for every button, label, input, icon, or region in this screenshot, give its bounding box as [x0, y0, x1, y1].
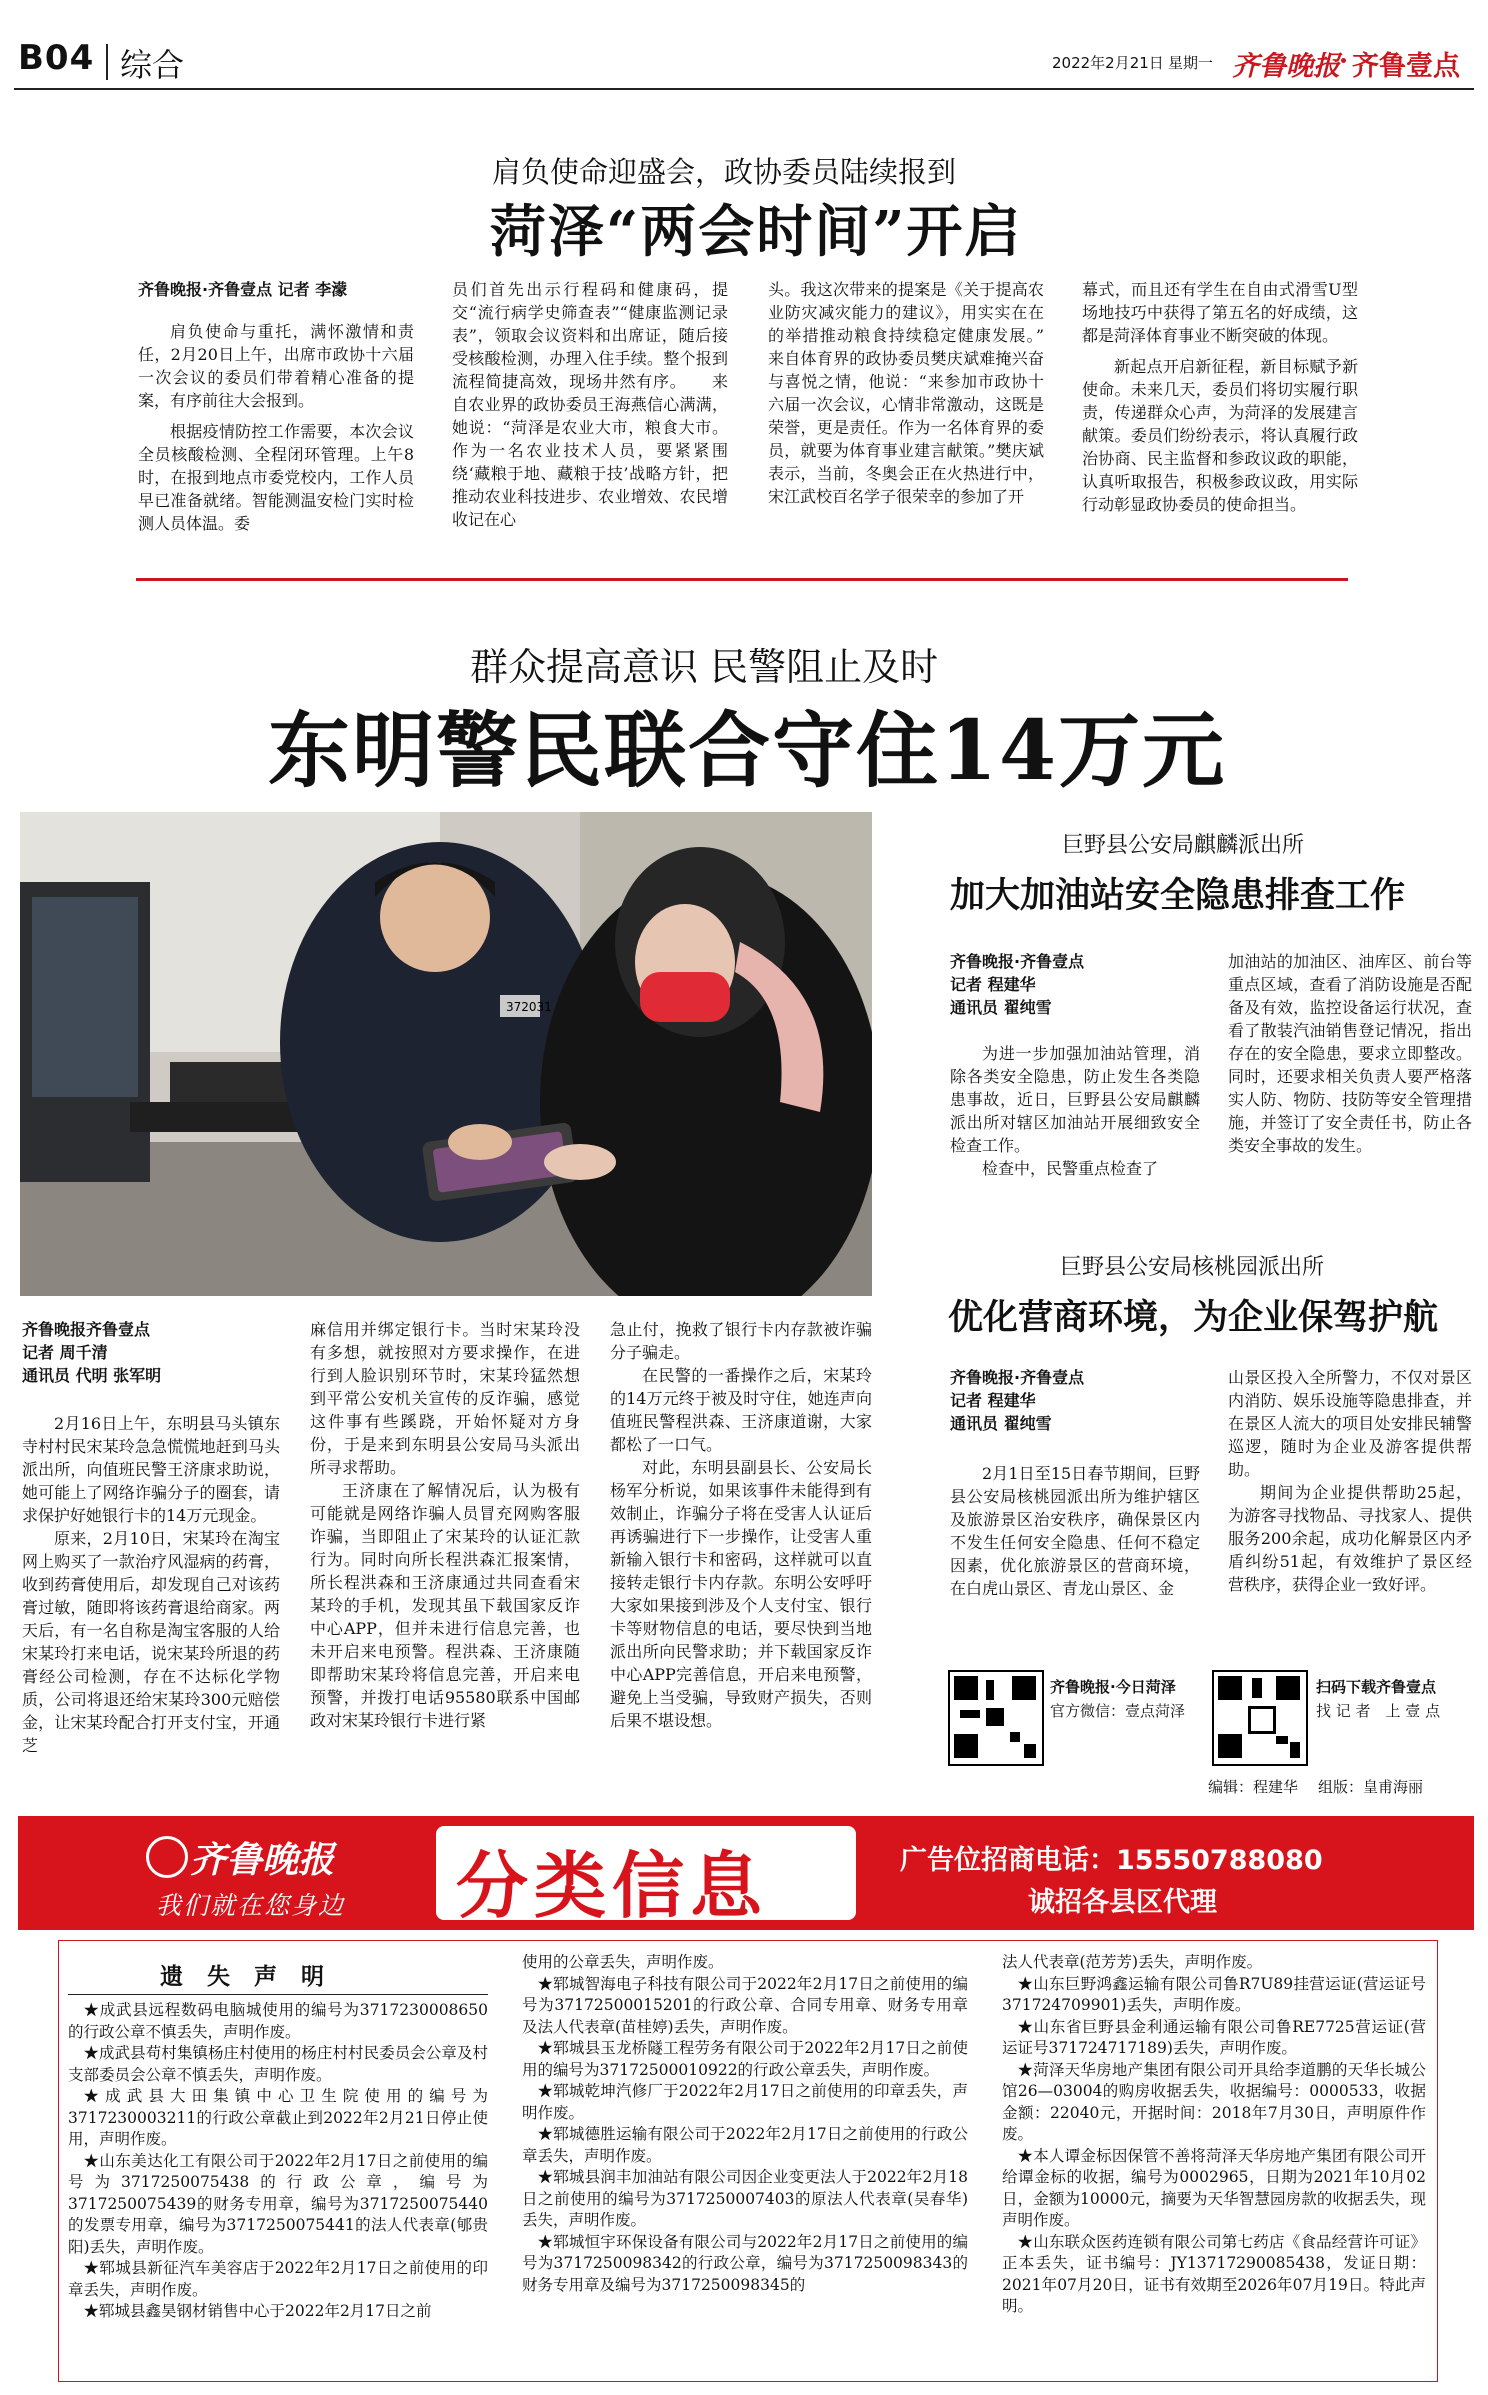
article2-col3-para3: 对此，东明县副县长、公安局长杨军分析说，如果该事件未能得到有效制止，诈骗分子将在受害人认证后再诱骗进行下一步操作，让受害人重新输入银行卡和密码，这样就可以直接转走银行卡内存款。东明公安呼吁大家如果接到涉及个人支付宝、银行卡等财物信息的电话，要尽快到当地派出所向民警求助；并下载国家反诈中心APP完善信息，开启来电预警，避免上当受骗，导致财产损失，否则后果不堪设想。 [610, 1458, 872, 1730]
qr2-subcaption: 找 记 者 上 壹 点 [1316, 1702, 1441, 1720]
article1-col4 [1082, 278, 1358, 516]
classified-item: ★成武县苟村集镇杨庄村使用的杨庄村村民委员会公章及村支部委员会公章不慎丢失，声明作废。 [68, 2044, 488, 2084]
classifieds-section-title: 遗 失 声 明 [160, 1963, 333, 1990]
article2-byline [22, 1318, 282, 1387]
classifieds-col2 [522, 1952, 968, 2296]
classified-item: ★成武县远程数码电脑城使用的编号为3717230008650的行政公章不慎丢失，声明作废。 [68, 2001, 488, 2041]
classified-item: ★郓城县玉龙桥隧工程劳务有限公司于2022年2月17日之前使用的编号为3717250001092​2的行政公章丢失，声明作废。 [522, 2039, 968, 2079]
qr-code-wechat [948, 1670, 1044, 1766]
article4-byline [950, 1366, 1200, 1435]
qr-code-app [1212, 1670, 1308, 1766]
article3-col1 [950, 1042, 1200, 1180]
banner-logo-emblem [146, 1836, 188, 1878]
article2-col1 [22, 1412, 280, 1757]
classified-item: ★本人谭金标因保管不善将菏泽天华房地产集团有限公司开给谭金标的收据，编号为0002965，日期为2021年10月02日，金额为10000元，摘要为天华智慧园房款的收据丢失，现声明作废。 [1002, 2146, 1426, 2229]
masthead-client-logo: 齐鲁壹点 [1352, 51, 1460, 82]
masthead-dot [1341, 58, 1346, 63]
classified-item: ★山东美达化工有限公司于2022年2月17日之前使用的编号为3717250075438的行政公章，编号为3717250075439的财务专用章，编号为3717250075440的发票专用章，编号为3717250075441的法人代表章(郇贵阳)丢失，声明作废。 [68, 2151, 488, 2256]
article4-col2 [1228, 1366, 1472, 1596]
article1-col3-text: 头。我这次带来的提案是《关于提高农业防灾减灾能力的建议》，用实实在在的举措推动粮食持续稳定健康发展。” 来自体育界的政协委员樊庆斌难掩兴奋与喜悦之情，他说：“来参加市政协十六届一次会议，心情非常激动，这既是荣誉，更是责任。作为一名体育界的委员，就要为体育事业建言献策。”樊庆斌表示，当前，冬奥会正在火热进行中，宋江武校百名学子很荣幸的参加了开 [768, 280, 1077, 506]
article3-headline: 加大加油站安全隐患排查工作 [950, 875, 1406, 916]
article3-col2-text: 加油站的加油区、油库区、前台等重点区域，查看了消防设施是否配备及有效，监控设备运行状况，查看了散装汽油销售登记情况，指出存在的安全隐患，要求立即整改。同时，还要求相关负责人要严格落实人防、物防、技防等安全管理措施，并签订了安全责任书，防止各类安全事故的发生。 [1228, 952, 1472, 1155]
article2-col3-para1: 急止付，挽救了银行卡内存款被诈骗分子骗走。 [610, 1320, 872, 1362]
badge-number: 372031 [506, 1000, 552, 1014]
article2-byline-line2: 记者 周千清 [22, 1343, 108, 1362]
article1-col4-para1: 幕式，而且还有学生在自由式滑雪U型场地技巧中获得了第五名的好成绩，这都是菏泽体育事业不断突破的体现。 [1082, 280, 1358, 345]
banner-agent-line: 诚招各县区代理 [1028, 1887, 1217, 1918]
banner-title: 分类信息 [456, 1843, 769, 1928]
qr1-subcaption: 官方微信：壹点菏泽 [1050, 1702, 1186, 1720]
article4-col1-text: 2月1日至15日春节期间，巨野县公安局核桃园派出所为维护辖区及旅游景区治安秩序，确保景区内不发生任何安全隐患、任何不稳定因素，优化旅游景区的营商环境，在白虎山景区、青龙山景区、金 [950, 1464, 1200, 1598]
qr2-caption: 扫码下载齐鲁壹点 [1316, 1678, 1437, 1696]
article1-byline: 齐鲁晚报·齐鲁壹点 记者 李濛 [138, 280, 348, 299]
article1-bottom-rule [136, 578, 1348, 581]
article3-kicker: 巨野县公安局麒麟派出所 [1062, 833, 1305, 858]
article3-col1-para1: 为进一步加强加油站管理，消除各类安全隐患，防止发生各类隐患事故，近日，巨野县公安局麒麟派出所对辖区加油站开展细致安全检查工作。 [950, 1044, 1200, 1155]
article3-col2 [1228, 950, 1472, 1157]
masthead-paper-logo: 齐鲁晚报 [1232, 51, 1340, 82]
classified-item: ★郓城县新征汽车美容店于2022年2月17日之前使用的印章丢失，声明作废。 [68, 2259, 488, 2299]
article3-col1-para2: 检查中，民警重点检查了 [982, 1159, 1159, 1178]
classifieds-col3 [1002, 1952, 1426, 2318]
article4-headline: 优化营商环境，为企业保驾护航 [948, 1297, 1439, 1338]
issue-date: 2022年2月21日 [1052, 54, 1164, 72]
article4-col2-para2: 期间为企业提供帮助25起，为游客寻找物品、寻找家人、提供服务200余起，成功化解景区内矛盾纠纷51起，有效维护了景区经营秩序，获得企业一致好评。 [1228, 1483, 1472, 1594]
editor-credit: 编辑：程建华 [1208, 1778, 1299, 1796]
article3-byline-line3: 通讯员 翟纯雪 [950, 998, 1052, 1017]
classified-item: ★成武县大田集镇中心卫生院使用的编号为3717230003211的行政公章截止到2022年2月21日停止使用，声明作废。 [68, 2087, 488, 2148]
article2-col1-para1: 2月16日上午，东明县马头镇东寺村村民宋某玲急急慌慌地赶到马头派出所，向值班民警王济康求助说，她可能上了网络诈骗分子的圈套，请求保护好她银行卡的14万元现金。 [22, 1414, 280, 1525]
classified-item: ★郓城恒宇环保设备有限公司与2022年2月17日之前使用的编号为3717250098342的行政公章，编号为3717250098343的财务专用章及编号为3717250098345的 [522, 2232, 968, 2294]
page-number: B04 [18, 38, 95, 78]
layout-credit: 组版：皇甫海丽 [1318, 1778, 1424, 1796]
banner-logo-text: 齐鲁晚报 [190, 1839, 335, 1881]
banner-slogan: 我们就在您身边 [156, 1891, 346, 1920]
article4-col1 [950, 1462, 1200, 1600]
article4-kicker: 巨野县公安局核桃园派出所 [1060, 1255, 1325, 1280]
classified-item: ★山东联众医药连锁有限公司第七药店《食品经营许可证》正本丢失，证书编号：JY13717290085438，发证日期：2021年07月20日，证书有效期至2026年07月19日。特此声明。 [1002, 2232, 1426, 2315]
article1-col2-text: 员们首先出示行程码和健康码，提交“流行病学史筛查表”“健康监测记录表”，领取会议资料和出席证，随后接受核酸检测，办理入住手续。整个报到流程简捷高效，现场井然有序。 来自农业界的政协委员王海燕信心满满，她说：“菏泽是农业大市，粮食大市。作为一名农业技术人员，要紧紧围绕‘藏粮于地、藏粮于技’战略方针，把推动农业科技进步、农业增效、农民增收记在心 [452, 280, 728, 529]
classifieds-col1 [68, 2000, 488, 2323]
classified-item: ★郓城县润丰加油站有限公司因企业变更法人于2022年2月18日之前使用的编号为3717250007403的原法人代表章(吴春华)丢失，声明作废。 [522, 2168, 968, 2229]
issue-weekday: 星期一 [1168, 54, 1214, 72]
article3-byline-line1: 齐鲁晚报·齐鲁壹点 [950, 952, 1085, 971]
article2-col1-para2: 原来，2月10日，宋某玲在淘宝网上购买了一款治疗风湿病的药膏，收到药膏使用后，却发现自己对该药膏过敏，随即将该药膏退给商家。两天后，有一名自称是淘宝客服的人给宋某玲打来电话，说宋某玲所退的药膏经公司检测，存在不达标化学物质，公司将退还给宋某玲300元赔偿金，让宋某玲配合打开支付宝，开通芝 [22, 1529, 280, 1755]
classified-item: ★郓城德胜运输有限公司于2022年2月17日之前使用的行政公章丢失，声明作废。 [522, 2125, 968, 2165]
qr1-caption: 齐鲁晚报·今日菏泽 [1050, 1678, 1176, 1696]
police-helping-woman-illustration [20, 812, 872, 1296]
article4-byline-line3: 通讯员 翟纯雪 [950, 1414, 1052, 1433]
article2-col2 [310, 1318, 580, 1732]
article2-byline-line3: 通讯员 代明 张军明 [22, 1366, 162, 1385]
classified-item: 法人代表章(范芳芳)丢失，声明作废。 [1002, 1953, 1263, 1971]
news-photo [20, 812, 872, 1296]
classified-item: 使用的公章丢失，声明作废。 [522, 1953, 724, 1971]
classified-item: ★山东巨野鸿鑫运输有限公司鲁R7U89挂营运证(营运证号371724709901)丢失，声明作废。 [1002, 1974, 1426, 2014]
article1-headline: 菏泽“两会时间”开启 [490, 199, 1023, 265]
classified-item: ★郓城县鑫昊钢材销售中心于2022年2月17日之前 [83, 2302, 432, 2320]
classified-banner [18, 1816, 1474, 1930]
article2-headline: 东明警民联合守住14万元 [268, 703, 1227, 799]
article1-col4-para2: 新起点开启新征程，新目标赋予新使命。未来几天，委员们将切实履行职责，传递群众心声，为菏泽的发展建言献策。委员们纷纷表示，将认真履行政治协商、民主监督和参政议政的职能，认真听取报告，积极参政议政，用实际行动彰显政协委员的使命担当。 [1082, 357, 1358, 514]
banner-phone-line: 广告位招商电话：15550788080 [900, 1845, 1323, 1876]
article4-col2-para1: 山景区投入全所警力，不仅对景区内消防、娱乐设施等隐患排查，并在景区人流大的项目处安排民辅警巡逻，随时为企业及游客提供帮助。 [1228, 1368, 1472, 1479]
article2-col2-para2: 王济康在了解情况后，认为极有可能就是网络诈骗人员冒充网购客服诈骗，当即阻止了宋某玲的认证汇款行为。同时向所长程洪森汇报案情，所长程洪森和王济康通过共同查看宋某玲的手机，发现其虽下载国家反诈中心APP，但并未进行信息完善，也未开启来电预警。程洪森、王济康随即帮助宋某玲将信息完善，开启来电预警，并拨打电话95580联系中国邮政对宋某玲银行卡进行紧 [310, 1481, 580, 1730]
article2-byline-line1: 齐鲁晚报齐鲁壹点 [22, 1320, 151, 1339]
article1-col1-para2: 根据疫情防控工作需要，本次会议全员核酸检测、全程闭环管理。上午8时，在报到地点市委党校内，工作人员早已准备就绪。智能测温安检门实时检测人员体温。委 [138, 422, 414, 533]
classified-item: ★郓城智海电子科技有限公司于2022年2月17日之前使用的编号为3717250001520​1的行政公章、合同专用章、财务专用章及法人代表章(苗桂婷)丢失，声明作废。 [522, 1974, 968, 2036]
article4-byline-line1: 齐鲁晚报·齐鲁壹点 [950, 1368, 1085, 1387]
article1-col1 [138, 320, 414, 535]
article4-byline-line2: 记者 程建华 [950, 1391, 1036, 1410]
article1-kicker: 肩负使命迎盛会，政协委员陆续报到 [492, 155, 957, 189]
article2-col3 [610, 1318, 872, 1732]
section-name: 综合 [120, 46, 185, 84]
article3-byline [950, 950, 1200, 1019]
classifieds-title-rule [68, 1994, 488, 1995]
classified-item: ★郓城乾坤汽修厂于2022年2月17日之前使用的印章丢失，声明作废。 [522, 2082, 968, 2122]
article1-col2 [452, 278, 728, 531]
article1-col1-para1: 肩负使命与重托，满怀激情和责任，2月20日上午，出席市政协十六届一次会议的委员们带着精心准备的提案，有序前往大会报到。 [138, 322, 414, 410]
article2-col2-para1: 麻信用并绑定银行卡。当时宋某玲没有多想，就按照对方要求操作，在进行到人脸识别环节时，宋某玲猛然想到平常公安机关宣传的反诈骗，感觉这件事有些蹊跷，开始怀疑对方身份，于是来到东明县公安局马头派出所寻求帮助。 [310, 1320, 580, 1477]
article2-col3-para2: 在民警的一番操作之后，宋某玲的14万元终于被及时守住，她连声向值班民警程洪森、王济康道谢，大家都松了一口气。 [610, 1366, 872, 1454]
article2-kicker: 群众提高意识 民警阻止及时 [470, 645, 939, 689]
article3-byline-line2: 记者 程建华 [950, 975, 1036, 994]
classified-item: ★菏泽天华房地产集团有限公司开具给李道鹏的天华长城公馆26—03004的购房收据丢失，收据编号：0000533，收据金额：22040元，开据时间：2018年7月30日，声明原件作废。 [1002, 2060, 1426, 2143]
banner-logo-box [110, 1822, 370, 1922]
masthead-rule [14, 88, 1474, 90]
masthead-divider-vertical [106, 44, 108, 80]
classified-item: ★山东省巨野县金利通运输有限公司鲁RE7725营运证(营运证号371724717189)丢失，声明作废。 [1002, 2017, 1426, 2057]
article1-col3 [768, 278, 1077, 508]
